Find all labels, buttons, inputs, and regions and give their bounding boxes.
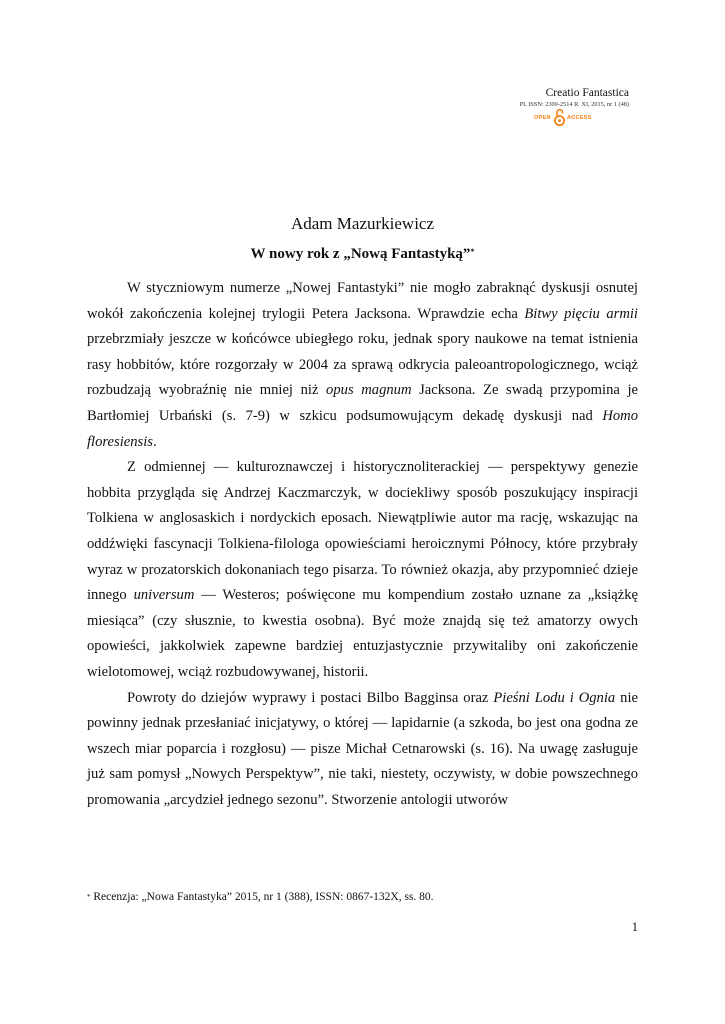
author-name: Adam Mazurkiewicz — [290, 214, 435, 233]
open-access-logo — [528, 108, 598, 128]
text-run: . — [152, 433, 157, 450]
italic-title-run: universum — [133, 587, 195, 604]
footnote-text: Recenzja: „Nowa Fantastyka” 2015, nr 1 (388), ISSN: 0867-132X, ss. 80. — [90, 891, 434, 903]
text-run: Z odmiennej — kulturoznawczej i historycznoliterackiej — perspektywy genezie hobbita przygląda się Andrzej Kaczmarczyk, w dociekliwy sposób poszukujący inspiracji Tolkiena w anglosaskich i nordyckich eposach. Niewątpliwie autor ma rację, wskazując na oddźwięki fascynacji Tolkiena-filologa opowieściami heroicznymi Północy, które przybrały wyraz w prozatorskich dokonaniach tego pisarza. To również okazja, aby przypomnieć dzieje innego — [87, 459, 638, 604]
open-lock-icon — [554, 108, 565, 127]
text-run: W styczniowym numerze „Nowej Fantastyki” nie mogło zabraknąć dyskusji osnutej wokół zakończenia kolejnej trylogii Petera Jacksona. Wprawdzie echa — [87, 280, 638, 322]
footnote — [87, 889, 434, 905]
open-access-word-access: ACCESS — [567, 115, 592, 121]
article-title — [0, 244, 725, 264]
italic-title-run: opus magnum — [326, 382, 412, 399]
body-paragraph — [87, 686, 638, 814]
body-paragraph — [87, 455, 638, 685]
article-title-text: W nowy rok z „Nową Fantastyką” — [250, 246, 471, 262]
italic-title-run: Bitwy pięciu armii — [524, 305, 638, 322]
body-paragraph — [87, 276, 638, 455]
text-run: — Westeros; poświęcone mu kompendium zostało uznane za „książkę miesiąca” (czy słusznie, to kwestia osobna). Być może znajdą się też amatorzy owych opowieści, jakkolwiek zapewne bardziej entuzjastycznie przywitaliby oni zakończenie wielotomowej, wciąż rozbudowywanej, historii. — [87, 587, 638, 680]
footnote-marker: * — [470, 247, 475, 256]
issn-line: PL ISSN: 2300-2514 R. XI, 2015, nr 1 (48) — [519, 101, 629, 108]
article-body — [87, 276, 638, 813]
text-run: Jacksona. Ze swadą przypomina je Bartłomiej Urbański (s. 7-9) w szkicu podsumowującym dekadę dyskusji nad — [87, 382, 638, 424]
text-run: nie powinny jednak przesłaniać inicjatywy, o której — lapidarnie (a szkoda, bo jest ona godna ze wszech miar poparcia i rozgłosu) — pisze Michał Cetnarowski (s. 16). Na uwagę zasługuje już sam pomysł „Nowych Perspektyw”, nie taki, niestety, oczywisty, w dobie powszechnego promowania „arcydzieł jednego sezonu”. Stworzenie antologii utworów — [87, 689, 638, 808]
journal-header — [520, 86, 629, 109]
text-run: przebrzmiały jeszcze w końcówce ubiegłego roku, jednak spory naukowe na temat istnienia rasy hobbitów, które rozgorzały w 2004 za sprawą odkrycia paleoantropologicznego, wciąż rozbudzają wyobraźnię nie mniej niż — [87, 331, 638, 399]
footnote-symbol: * — [87, 893, 91, 901]
page-number: 1 — [631, 920, 638, 934]
journal-name: Creatio Fantastica — [545, 87, 629, 99]
text-run: Powroty do dziejów wyprawy i postaci Bilbo Bagginsa oraz — [127, 689, 494, 706]
open-access-word-open: OPEN — [534, 115, 551, 121]
italic-title-run: Homo floresiensis — [87, 407, 638, 450]
italic-title-run: Pieśni Lodu i Ognia — [493, 689, 616, 706]
